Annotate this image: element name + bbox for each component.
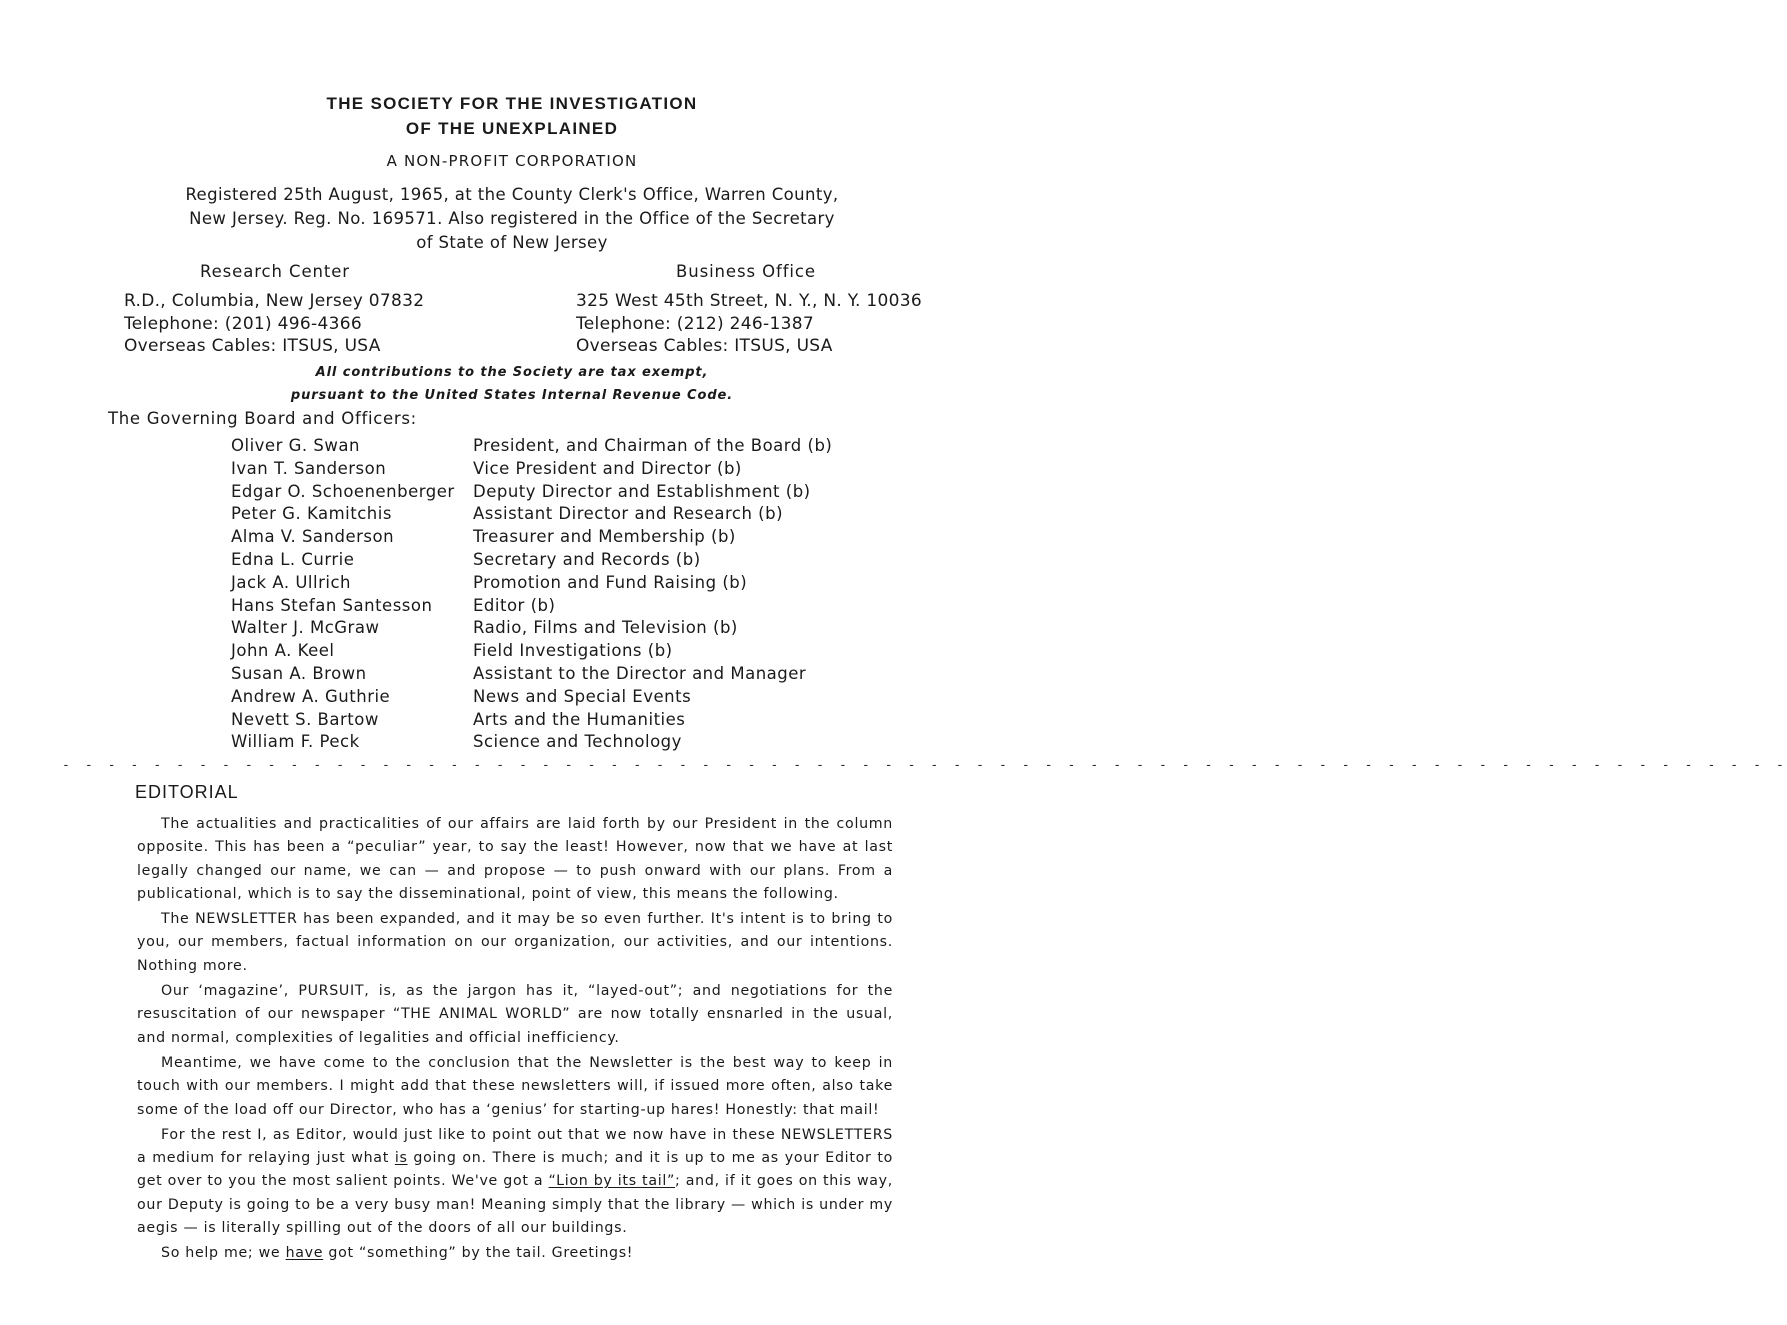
officer-row [231,710,851,733]
officer-row [231,596,851,619]
officer-role: Deputy Director and Establishment (b) [473,481,811,501]
tax-note-line: All contributions to the Society are tax exempt, [315,365,709,380]
officer-name: Ivan T. Sanderson [231,458,387,478]
business-office-cables: Overseas Cables: ITSUS, USA [576,336,833,356]
research-center-cables: Overseas Cables: ITSUS, USA [124,336,381,356]
officer-name: William F. Peck [231,732,360,752]
editorial-paragraph: Our ‘magazine’, PURSUIT, is, as the jargon has it, “layed-out”; and negotiations for the resuscitation of our newspaper “THE ANIMAL WORLD” are now totally ensnarled in the usual, and normal, complexities of legalities and official inefficiency. [137,983,893,1046]
editorial-text: going on. There is much; and it is up to me as your Editor to get over to you the most salient points. We've got a [137,1150,893,1190]
editorial-paragraph [137,1242,893,1265]
officer-role: Promotion and Fund Raising (b) [473,572,748,592]
editorial-text: got “something” by the tail. Greetings! [323,1245,634,1262]
society-title-line-1: THE SOCIETY FOR THE INVESTIGATION [326,94,698,113]
research-center-address: R.D., Columbia, New Jersey 07832 [124,291,425,311]
corporation-subtitle: A NON-PROFIT CORPORATION [386,152,638,170]
officer-role: Radio, Films and Television (b) [473,618,738,638]
officer-role: Editor (b) [473,595,556,615]
registration-note [150,183,874,255]
officer-name: Alma V. Sanderson [231,527,395,547]
officer-name: Susan A. Brown [231,663,367,683]
officer-row [231,732,851,755]
officer-row [231,459,851,482]
editorial-text: For the rest I, as Editor, would just like to point out that we now have in these NEWSLETTERS a medium for relaying just what [137,1126,893,1167]
officer-row [231,641,851,664]
officer-role: Treasurer and Membership (b) [473,527,736,547]
officer-row [231,618,851,641]
officer-role: Assistant Director and Research (b) [473,504,784,524]
officer-name: Walter J. McGraw [231,618,380,638]
officer-name: Jack A. Ullrich [231,572,351,592]
officer-name: Edna L. Currie [231,549,355,569]
officer-name: John A. Keel [231,641,335,661]
editorial-paragraph [137,1124,893,1240]
editorial-heading: EDITORIAL [135,782,239,802]
officer-name: Nevett S. Bartow [231,709,379,729]
research-center-address-block [124,290,424,358]
editorial-text: ; and, if it goes on this way, our Deputy is going to be a very busy man! Meaning simply that the library — which is under my aegis — is literally spilling out of the doors of all our buildings. [137,1173,894,1237]
officer-name: Hans Stefan Santesson [231,595,433,615]
officer-row [231,664,851,687]
editorial-body [137,813,893,1268]
business-office-heading: Business Office [676,262,816,281]
officer-role: Secretary and Records (b) [473,549,701,569]
business-office-telephone: Telephone: (212) 246-1387 [576,313,814,334]
underlined-text: is [394,1150,408,1167]
business-office-address-block [576,290,922,358]
officer-name: Oliver G. Swan [231,436,360,455]
society-title-line-2: OF THE UNEXPLAINED [405,119,619,138]
underlined-text: “Lion by its tail” [548,1173,676,1190]
officer-row [231,482,851,505]
officer-role: Science and Technology [473,732,682,752]
business-office-address: 325 West 45th Street, N. Y., N. Y. 10036 [576,291,923,311]
officer-role: Assistant to the Director and Manager [473,663,807,683]
registration-line: New Jersey. Reg. No. 169571. Also registered in the Office of the Secretary [189,209,835,228]
registration-line: of State of New Jersey [416,233,608,252]
officer-row [231,504,851,527]
officer-row [231,436,851,459]
officer-row [231,550,851,573]
tax-note-line: pursuant to the United States Internal Revenue Code. [290,387,734,403]
registration-line: Registered 25th August, 1965, at the County Clerk's Office, Warren County, [185,185,839,204]
editorial-paragraph: Meantime, we have come to the conclusion that the Newsletter is the best way to keep in touch with our members. I might add that these newsletters will, if issued more often, also take some of the load off our Director, who has a ‘genius’ for starting-up hares! Honestly: that mail! [137,1054,893,1118]
research-center-heading: Research Center [200,262,350,281]
officer-row [231,573,851,596]
officer-name: Peter G. Kamitchis [231,504,392,524]
officer-role: Vice President and Director (b) [473,458,742,478]
editorial-text: So help me; we [161,1245,286,1262]
governing-board-heading: The Governing Board and Officers: [108,409,417,428]
officer-list [231,436,851,755]
editorial-paragraph: The NEWSLETTER has been expanded, and it may be so even further. It's intent is to bring to you, our members, factual information on our organization, our activities, and our intentions. Nothing more. [137,911,893,974]
tax-exempt-note [0,362,1024,407]
officer-role: News and Special Events [473,686,692,706]
editorial-paragraph: The actualities and practicalities of our affairs are laid forth by our President in the column opposite. This has been a “peculiar” year, to say the least! However, now that we have at last legally changed our name, we can — and propose — to push onward with our plans. From a publicational, which is to say the disseminational, point of view, this means the following. [137,816,893,902]
officer-name: Edgar O. Schoenenberger [231,481,455,501]
officer-row [231,527,851,550]
officer-role: Field Investigations (b) [473,641,673,661]
officer-role: President, and Chairman of the Board (b) [473,436,833,455]
underlined-text: have [285,1245,324,1262]
officer-row [231,687,851,710]
officer-role: Arts and the Humanities [473,709,686,729]
officer-name: Andrew A. Guthrie [231,686,391,706]
research-center-telephone: Telephone: (201) 496-4366 [124,313,362,334]
section-divider: - - - - - - - - - - - - - - - - - - - - - - - - - - - - - - - - - - - - - - - - - - - - - - - - - - - - - - - - - - - - - - - - - - - - - - - - - - - - [62,758,1787,773]
